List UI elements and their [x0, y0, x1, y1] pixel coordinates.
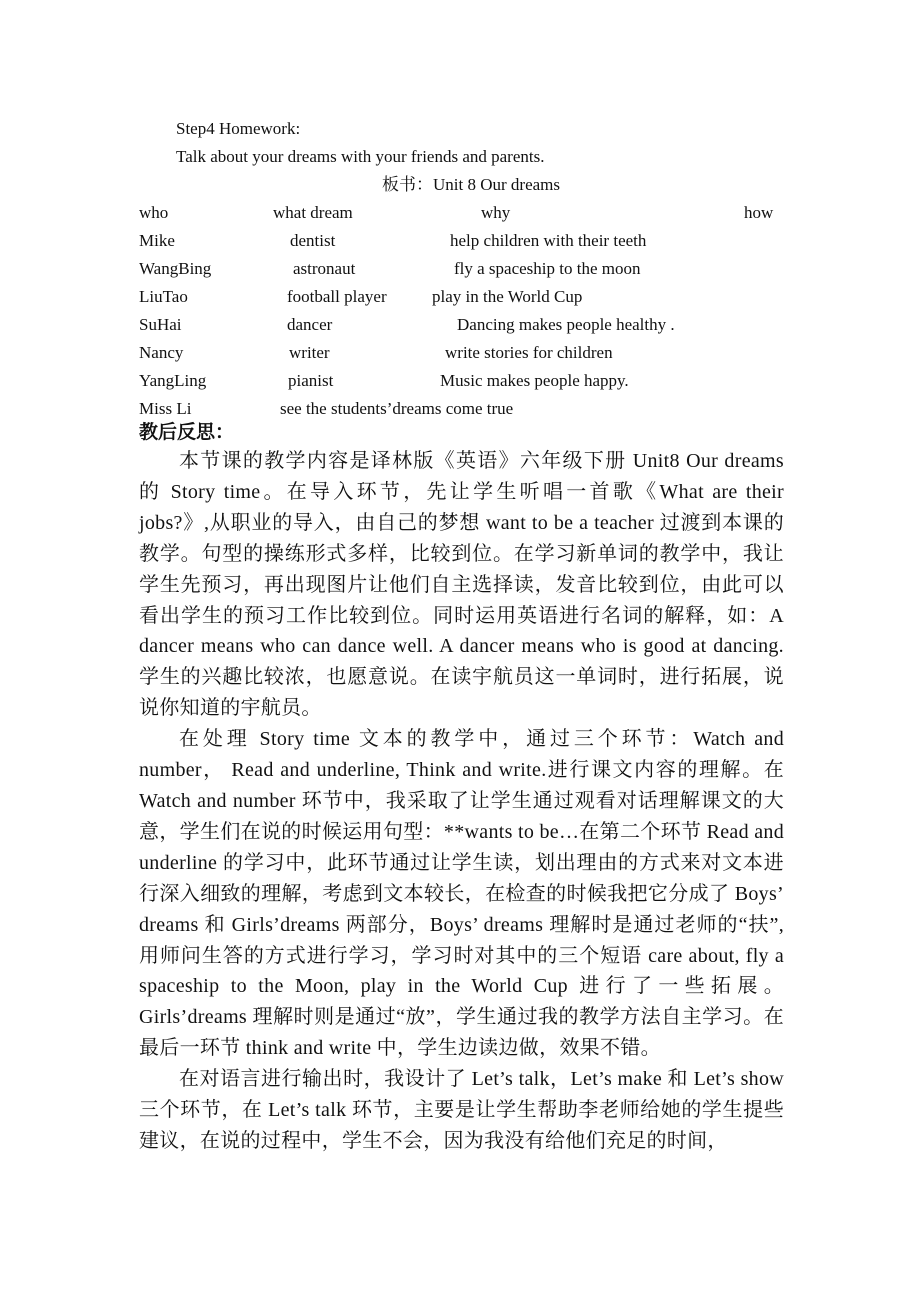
- row-who: Miss Li: [139, 399, 192, 418]
- row-who: SuHai: [139, 315, 182, 334]
- homework-text: Talk about your dreams with your friends and parents.: [176, 147, 545, 166]
- reflection-paragraph: 本节课的教学内容是译林版《英语》六年级下册 Unit8 Our dreams 的 Story time。在导入环节，先让学生听唱一首歌《What are their jobs?》,从职业的导入，由自己的梦想 want to be a teacher 过渡到本课的教学。句型的操练形式多样，比较到位。在学习新单词的教学中，我让学生先预习，再出现图片让他们自主选择读，发音比较到位，由此可以看出学生的预习工作比较到位。同时运用英语进行名词的解释，如：A dancer means who can dance well. A dancer means who is good at dancing.学生的兴趣比较浓，也愿意说。在读宇航员这一单词时，进行拓展，说说你知道的宇航员。: [139, 450, 784, 720]
- row-dream: football player: [287, 287, 387, 306]
- header-how: how: [744, 203, 774, 222]
- board-row: [0, 227, 920, 255]
- row-why: write stories for children: [445, 343, 613, 362]
- row-who: Nancy: [139, 343, 184, 362]
- board-header-row: [0, 199, 920, 227]
- reflection-body: [139, 446, 784, 1157]
- row-why: Music makes people happy.: [440, 371, 629, 390]
- row-why: play in the World Cup: [432, 287, 583, 306]
- reflection-heading: 教后反思：: [139, 421, 235, 443]
- reflection-paragraph: 在对语言进行输出时，我设计了 Let’s talk，Let’s make 和 Let’s show 三个环节，在 Let’s talk 环节，主要是让学生帮助李老师给她的学生提些建议，在说的过程中，学生不会，因为我没有给他们充足的时间，: [139, 1068, 784, 1152]
- board-row: [0, 255, 920, 283]
- board-title: 板书：Unit 8 Our dreams: [382, 175, 561, 194]
- header-what-dream: what dream: [273, 203, 353, 222]
- homework-title: Step4 Homework:: [176, 119, 301, 138]
- row-dream: see the students’dreams come true: [280, 399, 514, 418]
- board-row: [0, 339, 920, 367]
- reflection-paragraph: 在处理 Story time 文本的教学中，通过三个环节：Watch and number， Read and underline, Think and write.进行课文内容的理解。在 Watch and number 环节中，我采取了让学生通过观看对话理解课文的大意，学生们在说的时候运用句型：**wants to be…在第二个环节 Read and underline 的学习中，此环节通过让学生读，划出理由的方式来对文本进行深入细致的理解，考虑到文本较长，在检查的时候我把它分成了 Boys’ dreams 和 Girls’dreams 两部分，Boys’ dreams 理解时是通过老师的“扶”,用师问生答的方式进行学习，学习时对其中的三个短语 care about, fly a spaceship to the Moon, play in the World Cup 进行了一些拓展。Girls’dreams 理解时则是通过“放”，学生通过我的教学方法自主学习。在最后一环节 think and write 中，学生边读边做，效果不错。: [139, 728, 784, 1060]
- header-why: why: [481, 203, 511, 222]
- board-row: [0, 367, 920, 395]
- row-dream: pianist: [288, 371, 334, 390]
- row-who: Mike: [139, 231, 175, 250]
- row-why: fly a spaceship to the moon: [454, 259, 641, 278]
- row-who: LiuTao: [139, 287, 188, 306]
- header-who: who: [139, 203, 169, 222]
- row-dream: writer: [289, 343, 330, 362]
- board-row: [0, 395, 920, 423]
- row-dream: dentist: [290, 231, 336, 250]
- row-dream: astronaut: [293, 259, 356, 278]
- row-dream: dancer: [287, 315, 333, 334]
- board-row: [0, 283, 920, 311]
- board-row: [0, 311, 920, 339]
- row-why: Dancing makes people healthy .: [457, 315, 675, 334]
- row-why: help children with their teeth: [450, 231, 647, 250]
- row-who: WangBing: [139, 259, 212, 278]
- row-who: YangLing: [139, 371, 207, 390]
